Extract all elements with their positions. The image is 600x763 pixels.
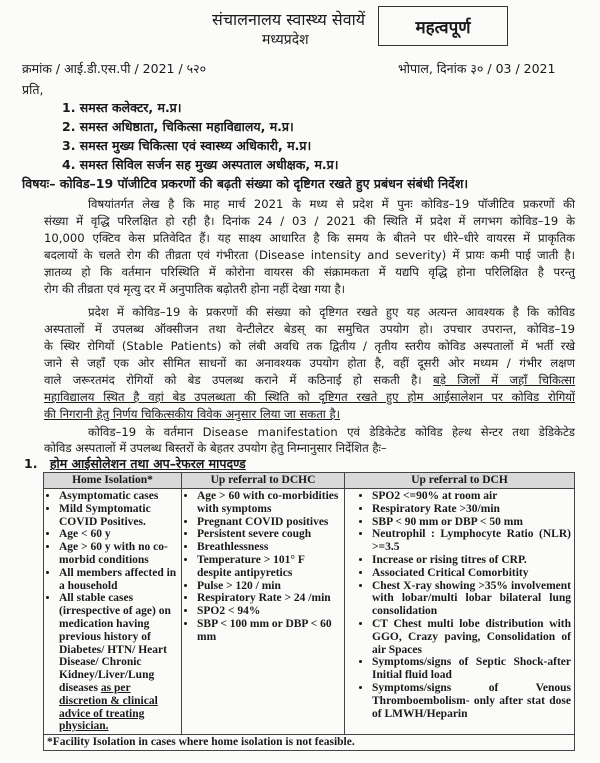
header-title: संचालनालय स्वास्थ्य सेवायें [212,10,366,29]
list-item: • Symptoms/signs of Venous Thromboembolism- only after stat dose of LMWH/Heparin [372,682,571,720]
paragraph-line: के स्थिर रोगियों (Stable Patients) को लंबी अवधि तक द्वितीय / तृतीय स्तरीय कोविड अस्पतालों में भर्ती रखे [44,339,575,353]
paragraph-line: 10,000 एक्टिव केस प्रतिवेदित हैं। यह साक्ष्य आधारित है कि समय के बीतने पर धीरे–धीरे वायरस में प्राकृतिक [44,231,575,245]
paragraph-line: अस्पतालों में उपलब्ध ऑक्सीजन तथा वेन्टीलेटर बेडस् का समुचित उपयोग हो। उपचार उपरान्त, कोविड–19 [44,322,575,336]
list-item: • SBP < 100 mm or DBP < 60 mm [197,618,341,644]
list-item: • Temperature > 101° F despite antipyretics [197,554,341,580]
paragraph-line: रोग की तीव्रता एवं मृत्यु दर में अनुपातिक बढ़ोतरी होना नहीं देखा गया है। [44,282,346,296]
reference-number: क्रमांक / आई.डी.एस.पी / 2021 / ५२० [22,61,207,76]
dchc-cell [182,489,345,735]
list-item: • Age > 60 y with no co-morbid conditions [59,541,178,567]
recipient: 2. समस्त अधिष्ठाता, चिकित्सा महाविद्यालय, म.प्र। [62,119,294,134]
list-item: • Age > 60 with co-morbidities with symptoms [197,490,341,516]
paragraph-line: प्रदेश में कोविड–19 के प्रकरणों की संख्या को दृष्टिगत रखते हुए यह अत्यन्त आवश्यक है कि कोविड [88,305,575,319]
paragraph-line: बदलायों के चलते रोग की तीव्रता एवं गंभीरता (Disease intensity and severity) में प्रायः कमी पाई जाती है। [44,248,575,262]
paragraph-line [44,372,575,389]
underlined-line: महाविद्यालय स्थित है वहां बेड उपलब्धता की स्थिति को दृष्टिगत रखते हुए होम आईसालेशन पर कोविड रोगियों [44,390,575,404]
paragraph-line: जाने से जहाँ एक ओर सीमित साधनों का अनावश्यक उपयोग होता है, वहीं दूसरी ओर मध्यम / गंभीर लक्षण [44,356,575,370]
section-number: 1. [24,456,38,471]
list-item: • Respiratory Rate > 24 /min [197,592,341,605]
section-title: होम आईसोलेशन तथा अप–रेफरल मापदण्ड [49,456,246,471]
table-footnote-row [44,735,575,751]
dch-cell [345,489,575,735]
important-badge: महत्वपूर्ण [378,6,508,46]
column-header: Up referral to DCH [345,473,575,489]
home-isolation-cell [44,489,182,735]
paragraph-text: वाले जरूरतमंद रोगियों को बेड उपलब्ध कराने में कठिनाई हो सकती है। [44,373,422,387]
list-item: • Persistent severe cough [197,528,341,541]
paragraph-line: ज्ञातव्य हो कि वर्तमान परिस्थिति में कोरोना वायरस की संक्रामकता में यद्यपि वृद्धि होना परिलिक्षित है परन्तु [44,265,575,279]
list-item: • Pregnant COVID positives [197,516,341,529]
list-item: • All members affected in a household [59,567,178,593]
paragraph-line: कोविड अस्पतालों में उपलब्ध बिस्तरों के बेहतर उपयोग हेतु निम्नानुसार निर्देशित हैः– [44,441,387,455]
paragraph-line: कोविड–19 के वर्तमान Disease manifestation एवं डेडिकेटेड कोविड हेल्थ सेन्टर तथा डेडिकेटेड [88,425,575,439]
recipient: 3. समस्त मुख्य चिकित्सा एवं स्वास्थ्य अधिकारी, म.प्र। [62,138,312,153]
list-item: • Breathlessness [197,541,341,554]
underlined-line: की निगरानी हेतु निर्णय चिकित्सकीय विवेक अनुसार लिया जा सकता है। [44,407,341,421]
list-item: • SPO2 < 94% [197,605,341,618]
section-heading [24,455,246,472]
table-footnote: *Facility Isolation in cases where home isolation is not feasible. [44,735,575,751]
list-item: • Respiratory Rate >30/min [372,503,571,516]
list-item: • Age < 60 y [59,528,178,541]
list-item: • Asymptomatic cases [59,490,178,503]
referral-criteria-table [43,472,575,751]
header-subtitle: मध्यप्रदेश [262,32,309,48]
place-date: भोपाल, दिनांक ३० / 03 / 2021 [398,61,556,76]
list-item: • SBP < 90 mm or DBP < 50 mm [372,516,571,529]
list-item: • Associated Critical Comorbitity [372,567,571,580]
recipient: 4. समस्त सिविल सर्जन सह मुख्य अस्पताल अधीक्षक, म.प्र। [62,157,339,172]
underlined-text: as per discretion & clinical advice of treating physician. [59,681,158,733]
list-item: • SPO2 <=90% at room air [372,490,571,503]
table-header-row [44,473,575,489]
list-item-text: All stable cases (irrespective of age) on medication having previous history of Diabetes/ HTN/ Heart Disease/ Chronic Kidney/Liver/Lung diseases [59,592,171,694]
to-label: प्रति, [22,82,44,97]
column-header: Home Isolation* [44,473,182,489]
paragraph-line: विषयांतर्गत लेख है कि माह मार्च 2021 के मध्य से प्रदेश में पुनः कोविड–19 पॉजीटिव प्रकरणों की [88,197,575,211]
list-item: • Mild Symptomatic COVID Positives. [59,503,178,529]
list-item: • Symptoms/signs of Septic Shock-after Initial fluid load [372,656,571,682]
list-item: • Pulse > 120 / min [197,580,341,593]
subject-line: विषयः– कोविड–19 पॉजीटिव प्रकरणों की बढ़ती संख्या को दृष्टिगत रखते हुए प्रबंधन संबंधी निर्देश। [22,176,469,191]
list-item: • Chest X-ray showing >35% involvement with lobar/multi lobar bilateral lung consolidation [372,580,571,618]
list-item [59,592,178,733]
recipient: 1. समस्त कलेक्टर, म.प्र। [62,100,182,115]
list-item: • Increase or rising titres of CRP. [372,554,571,567]
list-item: • Neutrophil : Lymphocyte Ratio (NLR) >=3.5 [372,528,571,554]
paragraph-line: संख्या में वृद्धि परिलक्षित हो रही है। दिनांक 24 / 03 / 2021 की स्थिति में प्रदेश में लगभग कोविड–19 के [44,214,575,228]
table-row [44,489,575,735]
underlined-text: बड़े जिलों में जहाँ चिकित्सा [433,373,576,387]
list-item: • CT Chest multi lobe distribution with GGO, Crazy paving, Consolidation of air Spaces [372,618,571,656]
column-header: Up referral to DCHC [182,473,345,489]
